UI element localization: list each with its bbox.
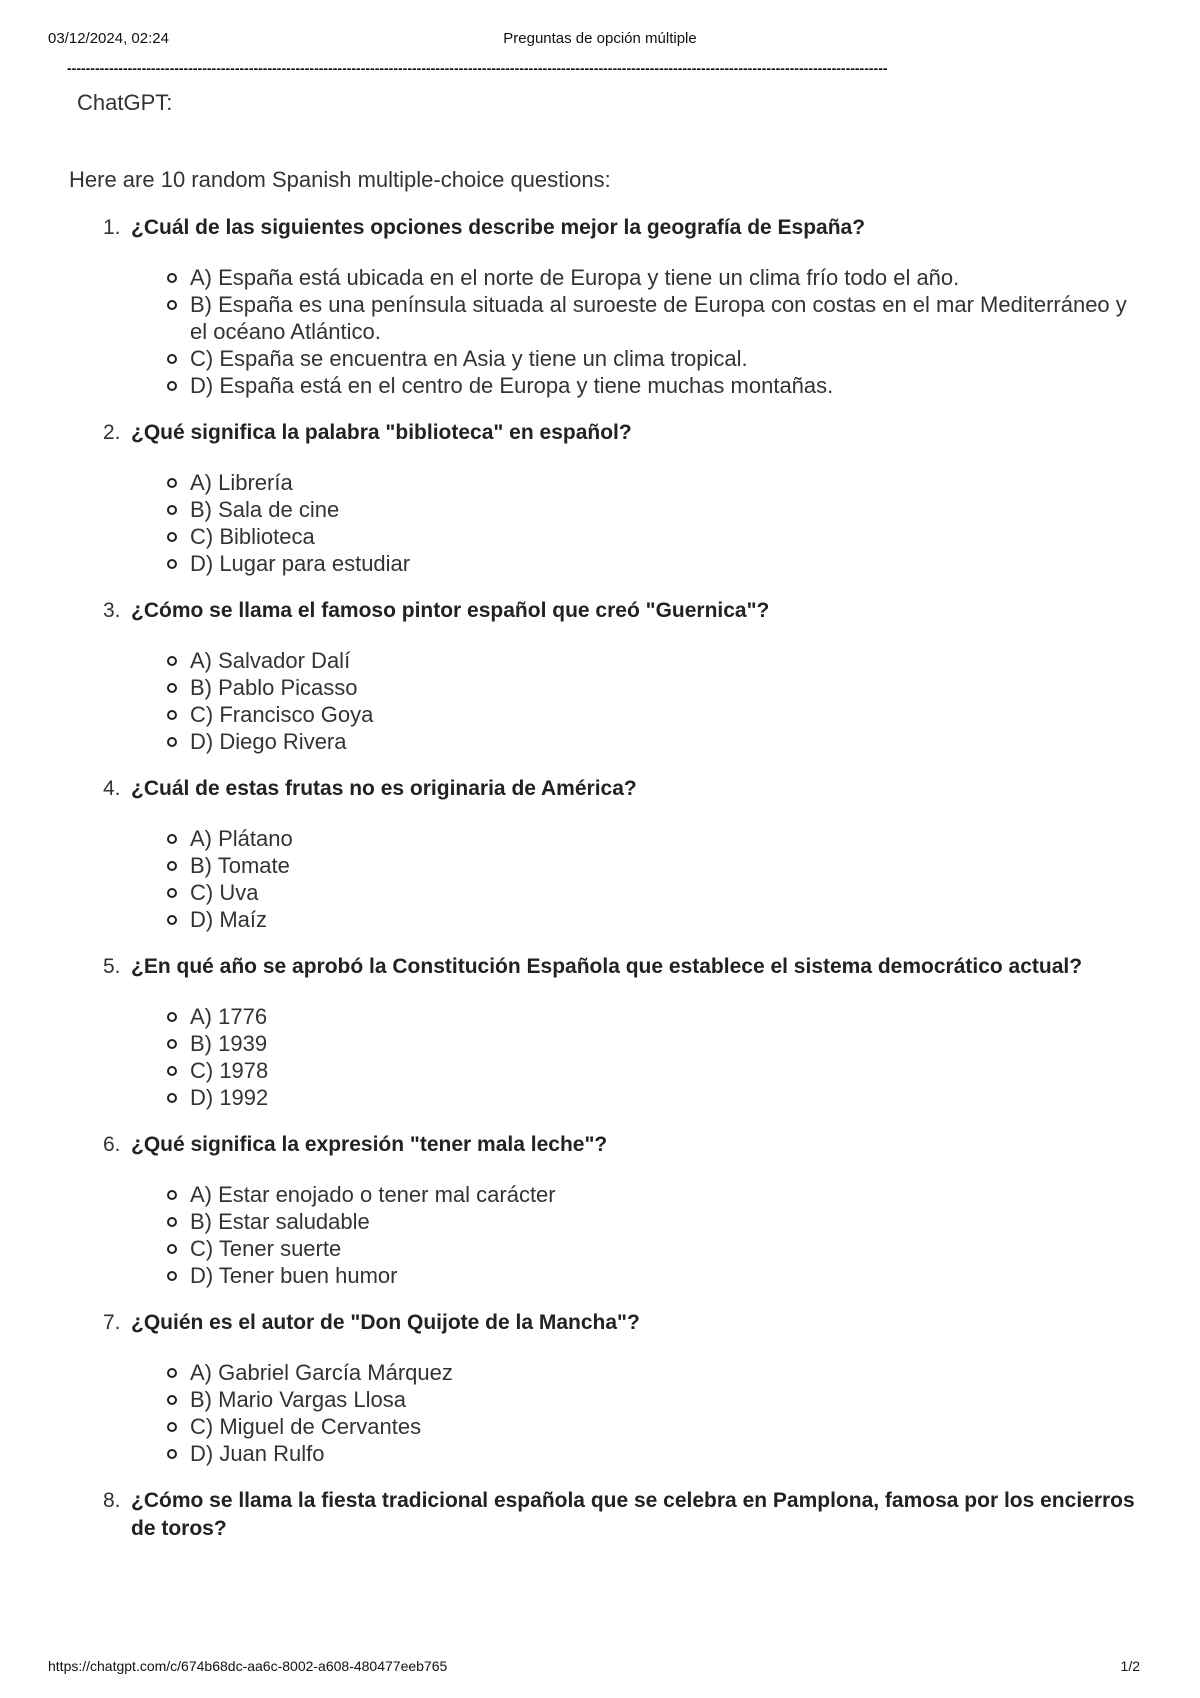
option-text: C) Francisco Goya bbox=[190, 702, 374, 727]
print-footer bbox=[48, 1658, 1152, 1678]
question-number: 5. bbox=[103, 955, 121, 978]
option-text: D) Lugar para estudiar bbox=[190, 551, 411, 576]
circle-bullet-icon bbox=[167, 505, 177, 515]
option-item bbox=[131, 674, 1149, 701]
circle-bullet-icon bbox=[167, 1190, 177, 1200]
speaker-label: ChatGPT: bbox=[77, 90, 173, 115]
question-item bbox=[69, 214, 1149, 399]
option-item bbox=[131, 345, 1149, 372]
question-item bbox=[69, 1487, 1149, 1543]
circle-bullet-icon bbox=[167, 273, 177, 283]
question-item bbox=[69, 597, 1149, 755]
option-text: B) Mario Vargas Llosa bbox=[190, 1387, 407, 1412]
question-number: 7. bbox=[103, 1311, 121, 1334]
question-item bbox=[69, 419, 1149, 577]
circle-bullet-icon bbox=[167, 1449, 177, 1459]
option-item bbox=[131, 1003, 1149, 1030]
question-text: ¿Cuál de estas frutas no es originaria de América? bbox=[131, 777, 637, 800]
option-text: B) España es una península situada al suroeste de Europa con costas en el mar Mediterráneo y el océano Atlántico. bbox=[190, 292, 1127, 344]
question-list bbox=[69, 214, 1149, 1543]
option-text: C) Biblioteca bbox=[190, 524, 315, 549]
option-item bbox=[131, 825, 1149, 852]
question-text: ¿En qué año se aprobó la Constitución Española que establece el sistema democrático actual? bbox=[131, 955, 1083, 978]
circle-bullet-icon bbox=[167, 300, 177, 310]
option-text: A) Estar enojado o tener mal carácter bbox=[190, 1182, 556, 1207]
option-item bbox=[131, 523, 1149, 550]
circle-bullet-icon bbox=[167, 1244, 177, 1254]
circle-bullet-icon bbox=[167, 1093, 177, 1103]
page-number: 1/2 bbox=[1120, 1658, 1140, 1674]
print-title: Preguntas de opción múltiple bbox=[503, 30, 697, 47]
option-text: C) Miguel de Cervantes bbox=[190, 1414, 422, 1439]
option-item bbox=[131, 647, 1149, 674]
circle-bullet-icon bbox=[167, 1217, 177, 1227]
option-text: C) 1978 bbox=[190, 1058, 269, 1083]
question-number: 6. bbox=[103, 1133, 121, 1156]
option-text: B) 1939 bbox=[190, 1031, 268, 1056]
option-text: B) Pablo Picasso bbox=[190, 675, 358, 700]
option-item bbox=[131, 291, 1149, 345]
option-item bbox=[131, 1208, 1149, 1235]
page-url: https://chatgpt.com/c/674b68dc-aa6c-8002-a608-480477eeb765 bbox=[48, 1658, 448, 1674]
option-text: D) Maíz bbox=[190, 907, 267, 932]
option-item bbox=[131, 852, 1149, 879]
question-text: ¿Cuál de las siguientes opciones describe mejor la geografía de España? bbox=[131, 216, 866, 239]
circle-bullet-icon bbox=[167, 1012, 177, 1022]
option-item bbox=[131, 1386, 1149, 1413]
question-number: 8. bbox=[103, 1489, 121, 1512]
circle-bullet-icon bbox=[167, 834, 177, 844]
option-list bbox=[131, 1181, 1149, 1289]
option-item bbox=[131, 550, 1149, 577]
separator-line: -------------------------------------------------------------------------------------------------------------------------------------------------------------------------------- bbox=[67, 60, 888, 76]
option-text: D) Tener buen humor bbox=[190, 1263, 398, 1288]
intro-text: Here are 10 random Spanish multiple-choice questions: bbox=[69, 167, 611, 192]
option-list bbox=[131, 1003, 1149, 1111]
question-item bbox=[69, 1309, 1149, 1467]
circle-bullet-icon bbox=[167, 381, 177, 391]
circle-bullet-icon bbox=[167, 1039, 177, 1049]
circle-bullet-icon bbox=[167, 915, 177, 925]
question-number: 2. bbox=[103, 421, 121, 444]
question-text: ¿Quién es el autor de "Don Quijote de la Mancha"? bbox=[131, 1311, 640, 1334]
circle-bullet-icon bbox=[167, 532, 177, 542]
option-list bbox=[131, 647, 1149, 755]
option-item bbox=[131, 1262, 1149, 1289]
circle-bullet-icon bbox=[167, 737, 177, 747]
circle-bullet-icon bbox=[167, 1395, 177, 1405]
message-content bbox=[69, 166, 1149, 1563]
print-header bbox=[48, 30, 1152, 50]
option-text: B) Tomate bbox=[190, 853, 290, 878]
option-item bbox=[131, 1235, 1149, 1262]
option-item bbox=[131, 1030, 1149, 1057]
option-text: A) España está ubicada en el norte de Europa y tiene un clima frío todo el año. bbox=[190, 265, 960, 290]
option-text: A) Gabriel García Márquez bbox=[190, 1360, 453, 1385]
circle-bullet-icon bbox=[167, 1271, 177, 1281]
option-item bbox=[131, 264, 1149, 291]
option-list bbox=[131, 469, 1149, 577]
option-item bbox=[131, 372, 1149, 399]
question-number: 3. bbox=[103, 599, 121, 622]
question-text: ¿Cómo se llama la fiesta tradicional española que se celebra en Pamplona, famosa por los encierros de toros? bbox=[131, 1489, 1135, 1540]
circle-bullet-icon bbox=[167, 1368, 177, 1378]
option-list bbox=[131, 264, 1149, 399]
option-item bbox=[131, 1057, 1149, 1084]
circle-bullet-icon bbox=[167, 861, 177, 871]
question-text: ¿Qué significa la palabra "biblioteca" en español? bbox=[131, 421, 632, 444]
option-text: C) Uva bbox=[190, 880, 259, 905]
option-item bbox=[131, 1181, 1149, 1208]
question-text: ¿Qué significa la expresión "tener mala leche"? bbox=[131, 1133, 608, 1156]
option-text: D) Juan Rulfo bbox=[190, 1441, 325, 1466]
option-item bbox=[131, 1413, 1149, 1440]
option-item bbox=[131, 906, 1149, 933]
option-list bbox=[131, 825, 1149, 933]
circle-bullet-icon bbox=[167, 683, 177, 693]
question-number: 1. bbox=[103, 216, 121, 239]
question-text: ¿Cómo se llama el famoso pintor español que creó "Guernica"? bbox=[131, 599, 770, 622]
option-item bbox=[131, 1084, 1149, 1111]
question-number: 4. bbox=[103, 777, 121, 800]
option-text: A) Plátano bbox=[190, 826, 293, 851]
option-text: A) Librería bbox=[190, 470, 293, 495]
option-text: A) 1776 bbox=[190, 1004, 268, 1029]
circle-bullet-icon bbox=[167, 1422, 177, 1432]
option-item bbox=[131, 701, 1149, 728]
option-item bbox=[131, 1359, 1149, 1386]
option-item bbox=[131, 496, 1149, 523]
circle-bullet-icon bbox=[167, 354, 177, 364]
circle-bullet-icon bbox=[167, 656, 177, 666]
option-text: C) España se encuentra en Asia y tiene un clima tropical. bbox=[190, 346, 748, 371]
option-text: A) Salvador Dalí bbox=[190, 648, 351, 673]
option-list bbox=[131, 1359, 1149, 1467]
circle-bullet-icon bbox=[167, 710, 177, 720]
option-text: D) 1992 bbox=[190, 1085, 269, 1110]
circle-bullet-icon bbox=[167, 478, 177, 488]
option-text: B) Sala de cine bbox=[190, 497, 340, 522]
circle-bullet-icon bbox=[167, 888, 177, 898]
option-item bbox=[131, 879, 1149, 906]
option-text: B) Estar saludable bbox=[190, 1209, 370, 1234]
circle-bullet-icon bbox=[167, 559, 177, 569]
circle-bullet-icon bbox=[167, 1066, 177, 1076]
option-text: D) España está en el centro de Europa y tiene muchas montañas. bbox=[190, 373, 834, 398]
option-item bbox=[131, 469, 1149, 496]
option-text: C) Tener suerte bbox=[190, 1236, 342, 1261]
option-text: D) Diego Rivera bbox=[190, 729, 347, 754]
question-item bbox=[69, 775, 1149, 933]
question-item bbox=[69, 953, 1149, 1111]
option-item bbox=[131, 1440, 1149, 1467]
print-datetime: 03/12/2024, 02:24 bbox=[48, 30, 169, 47]
question-item bbox=[69, 1131, 1149, 1289]
option-item bbox=[131, 728, 1149, 755]
